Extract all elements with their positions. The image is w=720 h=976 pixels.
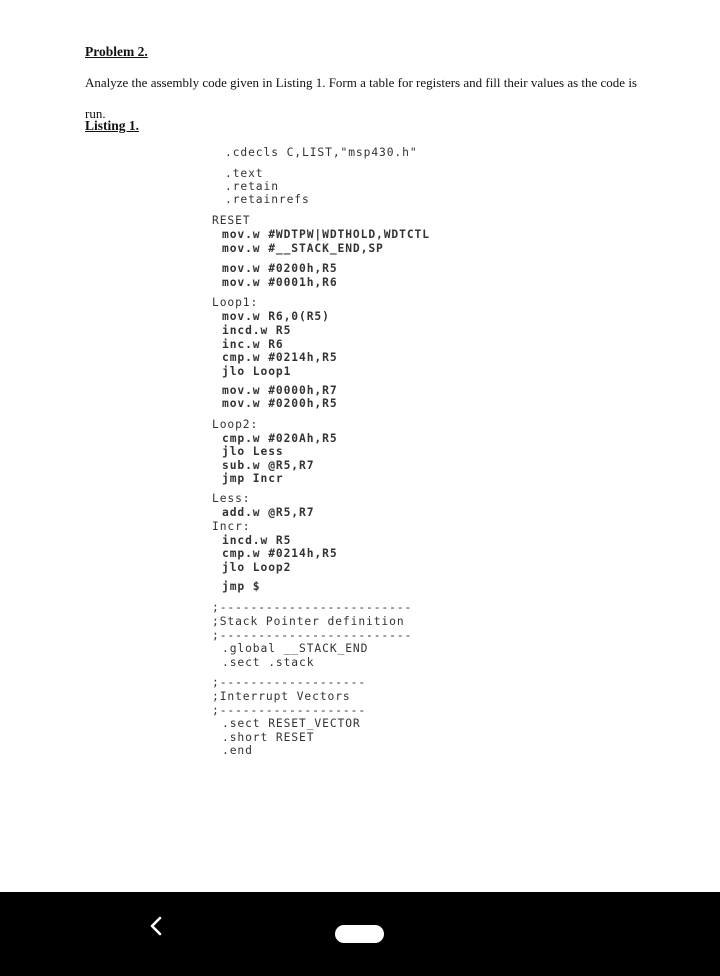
code-line: jmp $	[222, 580, 261, 593]
code-line: .retainrefs	[225, 193, 310, 206]
back-button[interactable]	[142, 910, 170, 942]
code-line: .text	[225, 167, 264, 180]
code-line: inc.w R6	[222, 338, 284, 351]
code-line: mov.w R6,0(R5)	[222, 310, 330, 323]
code-line: .retain	[225, 180, 279, 193]
code-line: jmp Incr	[222, 472, 284, 485]
code-line: mov.w #__STACK_END,SP	[222, 242, 384, 255]
chevron-left-icon	[149, 915, 163, 937]
code-line: mov.w #0200h,R5	[222, 262, 338, 275]
code-line: RESET	[212, 214, 251, 227]
code-line: Incr:	[212, 520, 251, 533]
code-line: add.w @R5,R7	[222, 506, 315, 519]
navigation-bar	[0, 892, 720, 976]
code-line: .short RESET	[222, 731, 315, 744]
code-line: incd.w R5	[222, 534, 292, 547]
code-line: Loop1:	[212, 296, 259, 309]
code-line: cmp.w #0214h,R5	[222, 351, 338, 364]
code-line: incd.w R5	[222, 324, 292, 337]
code-line: jlo Loop2	[222, 561, 292, 574]
code-line: ;Interrupt Vectors	[212, 690, 351, 703]
code-line: jlo Loop1	[222, 365, 292, 378]
code-line: .sect RESET_VECTOR	[222, 717, 361, 730]
code-line: sub.w @R5,R7	[222, 459, 315, 472]
code-line: ;-------------------------	[212, 629, 413, 642]
code-line: ;Stack Pointer definition	[212, 615, 405, 628]
code-line: Less:	[212, 492, 251, 505]
code-line: cmp.w #020Ah,R5	[222, 432, 338, 445]
problem-heading: Problem 2.	[85, 44, 148, 59]
code-line: jlo Less	[222, 445, 284, 458]
code-line: .end	[222, 744, 253, 757]
code-line: .cdecls C,LIST,"msp430.h"	[225, 146, 418, 159]
code-line: ;-------------------	[212, 676, 367, 689]
code-line: .global __STACK_END	[222, 642, 369, 655]
problem-description: Analyze the assembly code given in Listing 1. Form a table for registers and fill their values as the code is run.	[85, 75, 637, 121]
code-line: ;-------------------	[212, 704, 367, 717]
code-line: mov.w #0001h,R6	[222, 276, 338, 289]
home-button[interactable]	[335, 925, 384, 943]
code-line: mov.w #0200h,R5	[222, 397, 338, 410]
code-line: .sect .stack	[222, 656, 315, 669]
code-line: mov.w #0000h,R7	[222, 384, 338, 397]
code-line: cmp.w #0214h,R5	[222, 547, 338, 560]
code-line: Loop2:	[212, 418, 259, 431]
code-line: mov.w #WDTPW|WDTHOLD,WDTCTL	[222, 228, 430, 241]
listing-title: Listing 1.	[85, 118, 140, 133]
code-line: ;-------------------------	[212, 601, 413, 614]
